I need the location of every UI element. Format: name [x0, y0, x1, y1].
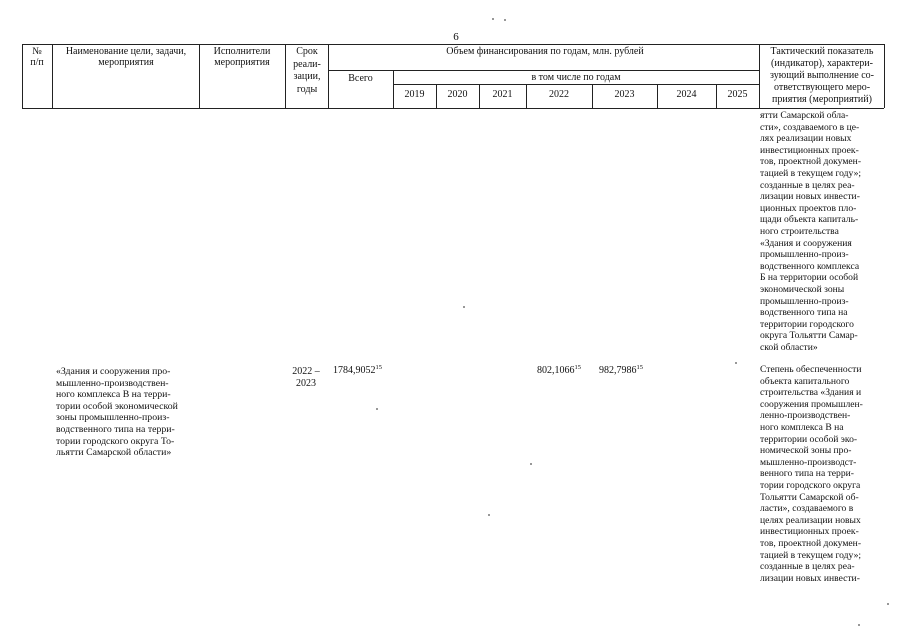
header-year: 2022	[549, 89, 569, 100]
text-line: ленно-производствен-	[760, 410, 851, 422]
text-line: мышленно-производст-	[760, 456, 857, 468]
row-term	[287, 366, 325, 390]
row-total-value: 1784,9052	[333, 365, 376, 376]
header-num: № п/п	[30, 46, 44, 68]
text-line: созданные в целях реа-	[760, 179, 855, 191]
text-line: «Здания и сооружения про-	[56, 366, 171, 377]
header-indicator: Тактический показатель (индикатор), характери-зующий выполнение со-ответствующего меро-приятия (мероприятий)	[770, 46, 874, 105]
header-executors: Исполнители мероприятия	[213, 46, 271, 68]
text-line: созданные в целях реа-	[760, 561, 855, 573]
scan-speck	[887, 603, 889, 605]
text-line: сооружения промышлен-	[760, 398, 863, 410]
header-year: 2021	[492, 89, 513, 100]
text-line: тов, проектной докумен-	[760, 537, 862, 549]
scan-speck	[463, 306, 465, 308]
row-term-start: 2022 –	[292, 366, 320, 377]
row-2023-value: 982,7986	[599, 365, 637, 376]
text-line: территории городского	[760, 318, 854, 330]
text-line: ятти Самарской обла-	[760, 110, 849, 121]
header-year: 2023	[614, 89, 635, 100]
text-line: номической зоны про-	[760, 445, 852, 457]
indicator-continuation	[760, 110, 880, 353]
footnote-ref: 15	[375, 364, 382, 371]
text-line: тории особой экономической	[56, 400, 178, 412]
text-line: тории городского округа	[760, 479, 861, 491]
header-year: 2024	[676, 89, 697, 100]
text-line: объекта капитального	[760, 375, 850, 387]
footnote-ref: 15	[636, 364, 643, 371]
text-line: водственного типа на терри-	[56, 423, 175, 435]
text-line: промышленно-произ-	[760, 295, 849, 307]
text-line: лизации новых инвести-	[760, 572, 860, 584]
text-line: инвестиционных проек-	[760, 144, 859, 156]
text-line: Степень обеспеченности	[760, 364, 862, 375]
row-term-end: 2023	[296, 378, 316, 389]
scan-speck	[488, 514, 490, 516]
row-2022-value: 802,1066	[537, 365, 575, 376]
scan-speck	[735, 362, 737, 364]
footnote-ref: 15	[574, 364, 581, 371]
text-line: лях реализации новых	[760, 133, 852, 145]
text-line: Б на территории особой	[760, 272, 859, 284]
scan-speck	[858, 624, 860, 626]
scan-speck	[504, 19, 506, 21]
text-line: ской области»	[760, 341, 818, 353]
row-indicator	[760, 364, 880, 584]
text-line: зоны промышленно-произ-	[56, 412, 170, 424]
text-line: ного комплекса В на терри-	[56, 389, 171, 401]
text-line: территории особой эко-	[760, 433, 858, 445]
text-line: венного типа на терри-	[760, 468, 854, 480]
text-line: ного комплекса В на	[760, 421, 844, 433]
scan-speck	[530, 463, 532, 465]
header-total: Всего	[348, 73, 373, 84]
header-year: 2025	[727, 89, 748, 100]
page-number: 6	[453, 31, 459, 43]
text-line: ласти», создаваемого в	[760, 503, 854, 515]
row-total	[333, 365, 382, 377]
text-line: водственного типа на	[760, 307, 848, 319]
text-line: тацией в текущем году»;	[760, 549, 862, 561]
text-line: целях реализации новых	[760, 514, 861, 526]
text-line: промышленно-произ-	[760, 249, 849, 261]
text-line: льятти Самарской области»	[56, 447, 172, 459]
text-line: инвестиционных проек-	[760, 526, 859, 538]
text-line: Тольятти Самарской об-	[760, 491, 859, 503]
row-name	[56, 366, 194, 459]
header-funding: Объем финансирования по годам, млн. рублей	[446, 46, 644, 57]
row-2022	[537, 365, 581, 377]
header-year: 2019	[404, 89, 425, 100]
text-line: округа Тольятти Самар-	[760, 330, 858, 342]
header-name: Наименование цели, задачи, мероприятия	[65, 46, 187, 68]
header-incl-years: в том числе по годам	[531, 72, 621, 83]
text-line: «Здания и сооружения	[760, 237, 852, 249]
text-line: экономической зоны	[760, 283, 845, 295]
text-line: тацией в текущем году»;	[760, 167, 862, 179]
header-year: 2020	[447, 89, 468, 100]
text-line: ционных проектов пло-	[760, 202, 857, 214]
header-term: Срок реали-зации, годы	[293, 46, 321, 95]
scan-speck	[376, 408, 378, 410]
row-2023	[599, 365, 643, 377]
text-line: сти», создаваемого в це-	[760, 121, 860, 133]
scan-speck	[492, 18, 494, 20]
text-line: тории городского округа То-	[56, 435, 175, 447]
text-line: водственного комплекса	[760, 260, 860, 272]
text-line: лизации новых инвести-	[760, 191, 860, 203]
text-line: ного строительства	[760, 225, 839, 237]
text-line: мышленно-производствен-	[56, 377, 169, 389]
text-line: щади объекта капиталь-	[760, 214, 859, 226]
text-line: тов, проектной докумен-	[760, 156, 862, 168]
text-line: строительства «Здания и	[760, 387, 862, 399]
